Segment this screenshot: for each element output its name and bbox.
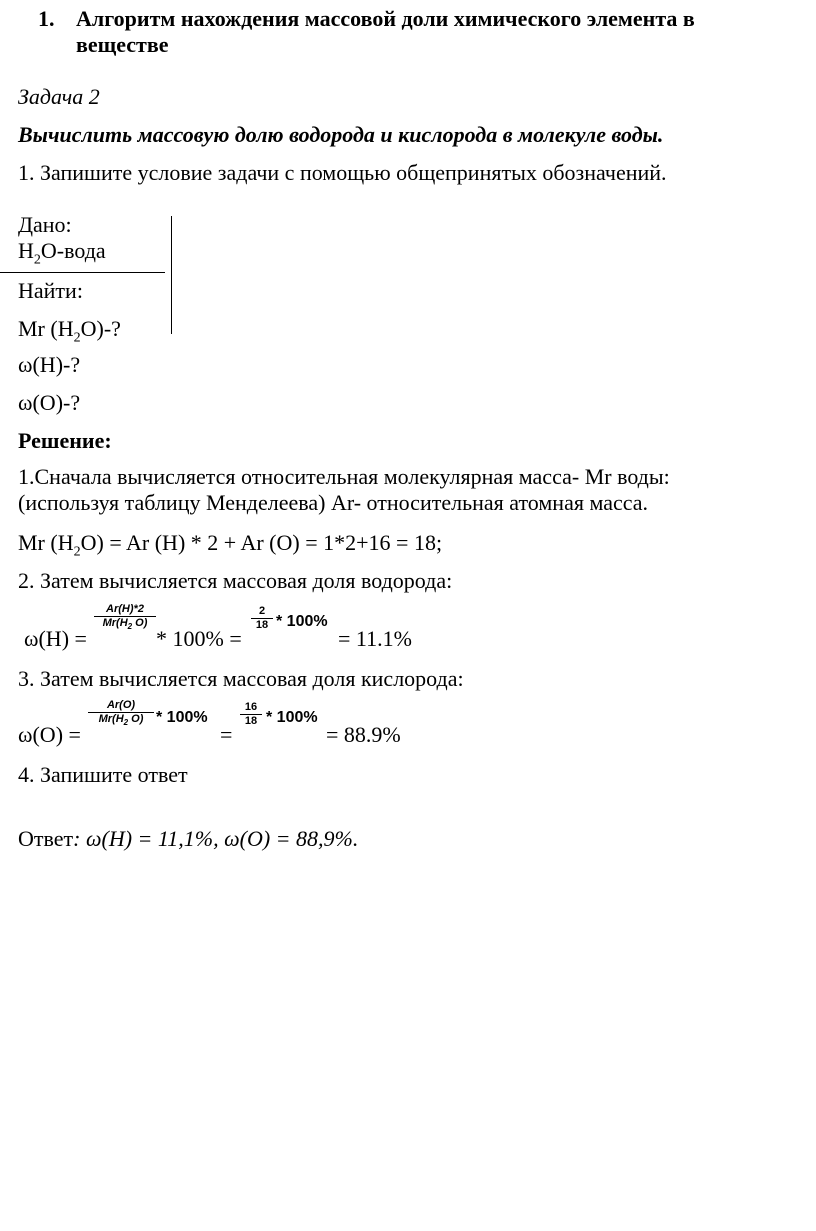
find-label: Найти: [18, 278, 83, 303]
fraction-h-value-denominator: 18 [255, 619, 269, 631]
fraction-h [94, 604, 156, 631]
answer-line [18, 826, 358, 851]
omega-o-equals: = [220, 722, 233, 747]
given-vertical-rule [171, 216, 172, 334]
solution-p4: 4. Запишите ответ [18, 762, 188, 787]
omega-o-result: = 88.9% [326, 722, 401, 747]
fraction-h-denominator: $Mr(H_2$ O) [102, 617, 148, 632]
solution-label: Решение: [18, 428, 112, 453]
heading-line1: Алгоритм нахождения массовой доли химического элемента в [76, 6, 695, 31]
solution-p3: 3. Затем вычисляется массовая доля кислорода: [18, 666, 464, 691]
fraction-o-numerator: Ar(O) [106, 699, 136, 711]
solution-p1-line1: 1.Сначала вычисляется относительная молекулярная масса- Mr воды: [18, 464, 670, 489]
fraction-o-denominator: $Mr(H_2$ O) [98, 713, 144, 728]
omega-o-percent-2: * 100% [266, 709, 318, 726]
find-omega-h: ω(H)-? [18, 352, 81, 377]
fraction-o-value-denominator: 18 [244, 715, 258, 727]
omega-o-percent-1: * 100% [156, 709, 208, 726]
fraction-o [88, 700, 154, 727]
heading-number: 1. [38, 6, 55, 31]
given-label: Дано: [18, 212, 72, 237]
given-item: $H_2O$-вода [18, 238, 106, 268]
fraction-h-numerator: Ar(H)*2 [106, 603, 144, 615]
omega-h-result: = 11.1% [338, 626, 412, 651]
step-1: 1. Запишите условие задачи с помощью общепринятых обозначений. [18, 160, 667, 185]
answer-text: : ω(H) = 11,1%, ω(O) = 88,9%. [73, 826, 359, 851]
heading-line2: веществе [76, 32, 169, 57]
solution-p2: 2. Затем вычисляется массовая доля водорода: [18, 568, 453, 593]
fraction-h-value [251, 606, 273, 631]
fraction-h-value-numerator: 2 [258, 605, 266, 617]
fraction-o-value [240, 702, 262, 727]
answer-label: Ответ [18, 826, 74, 851]
omega-h-multiply: * 100% = [156, 626, 242, 651]
fraction-o-value-numerator: 16 [244, 701, 258, 713]
omega-h-percent: * 100% [276, 613, 328, 630]
find-mr: Mr $(H_2O)-$? [18, 316, 121, 346]
solution-p1-line2: (используя таблицу Менделеева) Ar- относительная атомная масса. [18, 490, 649, 515]
mr-equation: Mr $(H_2O) = Ar$ (H) * 2 + Ar (O) = 1*2+16 = 18; [18, 530, 443, 560]
task-statement: Вычислить массовую долю водорода и кислорода в молекуле воды. [18, 122, 664, 147]
given-divider [0, 272, 165, 273]
omega-o-lhs: ω(O) = [18, 722, 81, 747]
find-omega-o: ω(O)-? [18, 390, 81, 415]
omega-h-lhs: ω(H) = [24, 626, 87, 651]
task-label: Задача 2 [18, 84, 100, 109]
